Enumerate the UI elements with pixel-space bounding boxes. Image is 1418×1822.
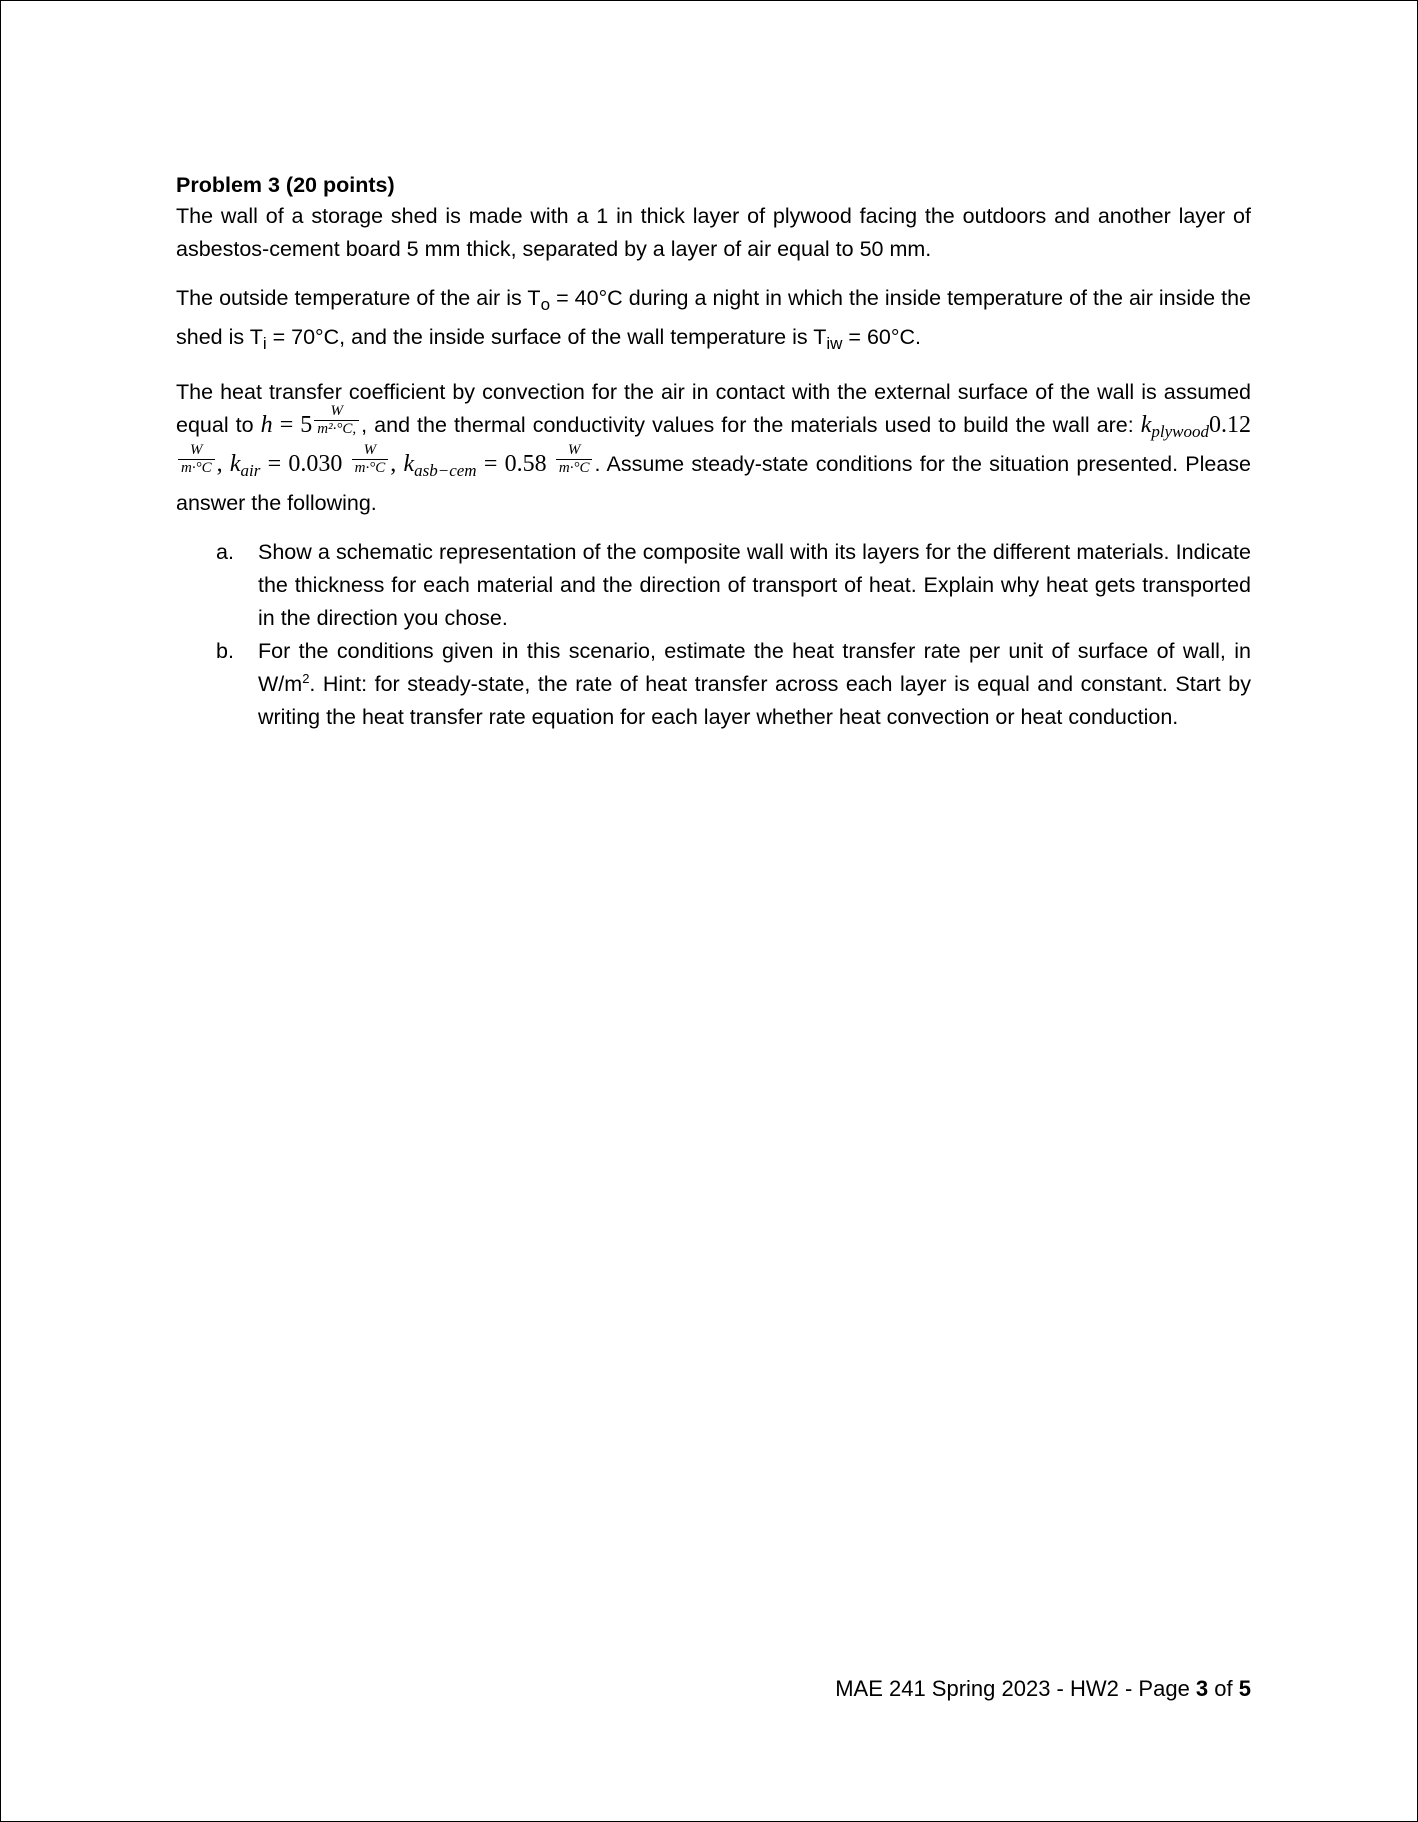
k-asb-symbol: k [403,451,415,477]
list-item [216,635,1251,734]
current-page-number: 3 [1195,1676,1209,1701]
paragraph-coefficients: The heat transfer coefficient by convection for the air in contact with the external surface of the wall is assumed equal to h = 5 $\frac{W}{\text{m²·°C,}}$ , and the thermal conductivity values for the materials used to build the wall are: $k_{plywood}0.12$ $\frac{W}{m\cdot^\circ C}$ , $k_{air} = 0.030$ $\frac{W}{m\cdot^\circ C}$ , $k_{asb-cem} = 0.58$ $\frac{W}{m\cdot^\circ C}$ . Assume steady-state conditions for the situation presented. Please answer the following. [176,380,1252,515]
k-asb-unit-fraction: $\frac{W}{m\cdot^\circ C}$ [556,442,593,477]
paragraph-wall-description: The wall of a storage shed is made with a 1 in thick layer of plywood facing the outdoors and another layer of asbestos-cement board 5 mm thick, separated by a layer of air equal to 50 mm. [176,204,1251,261]
list-item [216,536,1251,635]
part-b-text: For the conditions given in this scenario, estimate the heat transfer rate per unit of surface of wall, in $W/m^2$. Hint: for steady-state, the rate of heat transfer across each layer is equal and constant. Start by writing the heat transfer rate equation for each layer whether heat convection or heat conduction. [258,639,1251,729]
h-unit-fraction: $\frac{W}{\text{m²·°C,}}$ [314,403,359,438]
k-air-unit-fraction: $\frac{W}{m\cdot^\circ C}$ [352,442,389,477]
page-footer: MAE 241 Spring 2023 - HW2 - Page 3 of 5 [835,1676,1251,1701]
total-pages: 5 [1238,1676,1251,1701]
k-plywood-symbol: k [1140,412,1152,438]
h-symbol: h [260,412,273,438]
paragraph-temperatures: The outside temperature of the air is $T_o = 40^\circ C$ during a night in which the inside temperature of the air inside the shed is $T_i = 70^\circ C$, and the inside surface of the wall temperature is $T_{iw} = 60^\circ C$. [176,286,1252,353]
part-b-marker: b. [216,639,234,663]
problem-title: Problem 3 (20 points) [176,173,395,197]
k-plywood-unit-fraction: $\frac{W}{m\cdot^\circ C}$ [178,442,215,477]
part-a-marker: a. [216,540,234,564]
problem-content [176,170,1251,734]
question-parts-list [176,536,1251,734]
part-a-text: Show a schematic representation of the composite wall with its layers for the different materials. Indicate the thickness for each material and the direction of transport of heat. Explain why heat gets transported in the direction you chose. [258,540,1251,630]
k-air-symbol: k [229,451,241,477]
